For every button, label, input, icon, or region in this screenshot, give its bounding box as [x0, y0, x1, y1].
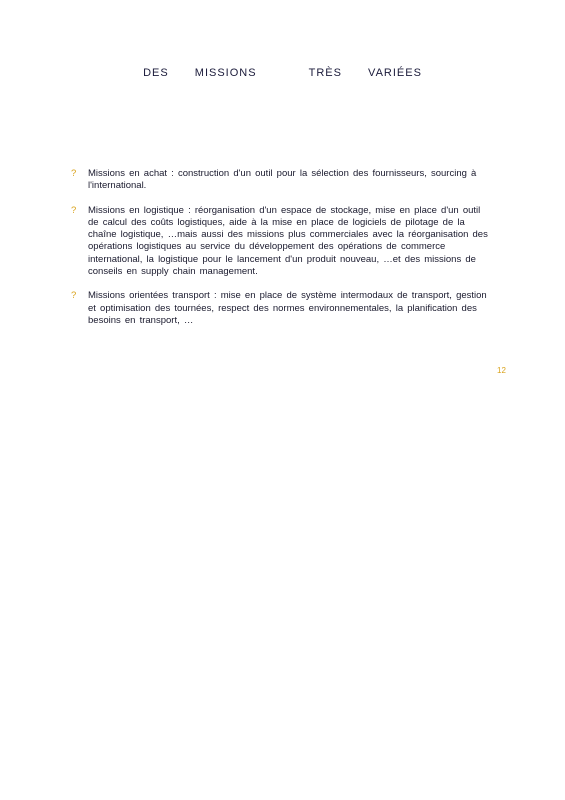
list-item-text: Missions en achat : construction d'un outil pour la sélection des fournisseurs, sourcing à l'international. [88, 168, 477, 192]
bullet-marker-icon: ? [71, 168, 77, 179]
page-number: 12 [497, 366, 506, 375]
page-title: DES MISSIONS TRÈS VARIÉES [143, 67, 422, 79]
missions-list [71, 168, 491, 339]
list-item-transport [71, 290, 491, 327]
list-item-text: Missions orientées transport : mise en place de système intermodaux de transport, gestion et optimisation des tournées, respect des normes environnementales, la planification des besoins en transport, … [88, 290, 487, 326]
bullet-marker-icon: ? [71, 290, 77, 302]
list-item-logistique [71, 205, 491, 279]
list-item-achat [71, 168, 491, 193]
bullet-marker-icon: ? [71, 204, 77, 216]
list-item-text: Missions en logistique : réorganisation d'un espace de stockage, mise en place d'un outil de calcul des coûts logistiques, aide à la mise en place de logiciels de pilotage de la chaîne logistique, …mais aussi des missions plus commerciales avec la réorganisation des opérations logistiques au service du développement des opérations de commerce international, la logistique pour le lancement d'un produit nouveau, …et des missions de conseils en supply chain management. [88, 204, 488, 278]
